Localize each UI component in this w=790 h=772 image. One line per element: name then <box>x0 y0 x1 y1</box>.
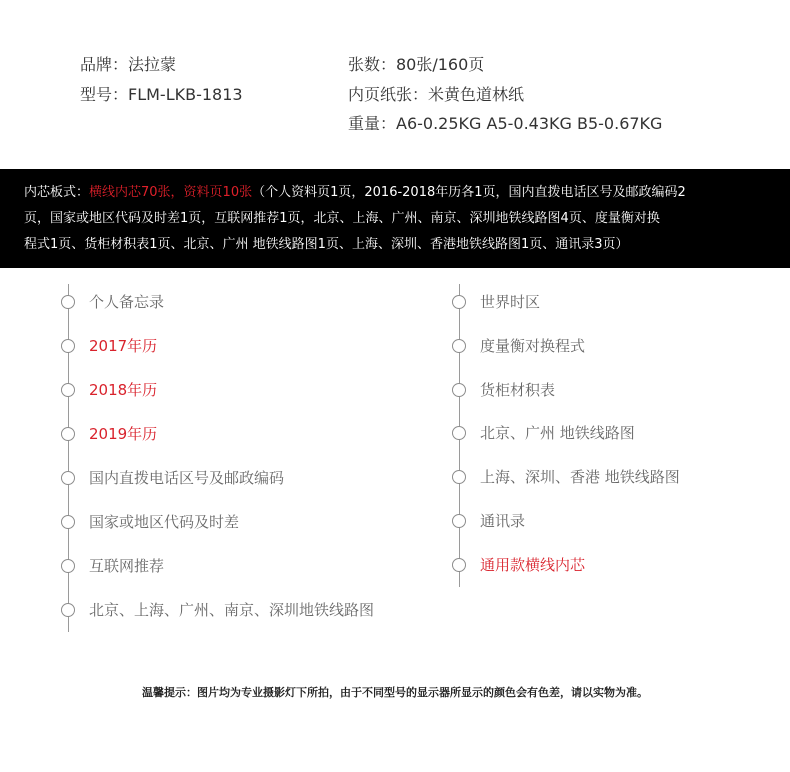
circle-bullet-icon <box>452 339 466 353</box>
spec-count: 张数：80张/160页 <box>348 55 485 74</box>
color-notice: 温馨提示：图片均为专业摄影灯下所拍，由于不同型号的显示器所显示的颜色会有色差，请以实物为准。 <box>142 686 648 699</box>
circle-bullet-icon <box>61 427 75 441</box>
spec-brand: 品牌：法拉蒙 <box>80 55 177 74</box>
spec-weight: 重量：A6-0.25KG A5-0.43KG B5-0.67KG <box>348 114 663 133</box>
list-item-label: 2017年历 <box>89 337 158 355</box>
band-line-3: 程式1页、货柜材积表1页、北京、广州 地铁线路图1页、上海、深圳、香港地铁线路图1页、通讯录3页） <box>24 237 629 252</box>
circle-bullet-icon <box>452 295 466 309</box>
list-item-label: 北京、上海、广州、南京、深圳地铁线路图 <box>89 601 375 619</box>
list-item-label: 通讯录 <box>480 512 526 530</box>
band-line1-rest: （个人资料页1页，2016-2018年历各1页，国内直拨电话区号及邮政编码2 <box>252 185 686 200</box>
band-line-1 <box>24 180 770 206</box>
circle-bullet-icon <box>452 470 466 484</box>
circle-bullet-icon <box>61 383 75 397</box>
band-line-2: 页，国家或地区代码及时差1页，互联网推荐1页，北京、上海、广州、南京、深圳地铁线路图4页、度量衡对换 <box>24 211 660 226</box>
list-item-label: 度量衡对换程式 <box>480 336 586 355</box>
list-item-label: 互联网推荐 <box>89 557 165 575</box>
inner-layout-band <box>0 169 790 268</box>
list-item-label: 个人备忘录 <box>89 293 165 311</box>
list-item-label: 通用款横线内芯 <box>480 555 586 574</box>
spec-model: 型号：FLM-LKB-1813 <box>80 85 243 104</box>
circle-bullet-icon <box>452 514 466 528</box>
spec-paper: 内页纸张：米黄色道林纸 <box>348 85 525 104</box>
left-timeline-line <box>68 284 69 632</box>
list-item-label: 2018年历 <box>89 381 158 399</box>
list-item-label: 货柜材积表 <box>480 380 556 399</box>
circle-bullet-icon <box>61 471 75 485</box>
circle-bullet-icon <box>452 426 466 440</box>
circle-bullet-icon <box>452 558 466 572</box>
list-item-label: 上海、深圳、香港 地铁线路图 <box>480 468 680 487</box>
list-item-label: 北京、广州 地铁线路图 <box>480 424 635 443</box>
circle-bullet-icon <box>61 515 75 529</box>
list-item-label: 世界时区 <box>480 293 541 311</box>
circle-bullet-icon <box>61 339 75 353</box>
circle-bullet-icon <box>452 383 466 397</box>
band-label: 内芯板式： <box>24 185 90 200</box>
list-item-label: 2019年历 <box>89 425 158 443</box>
circle-bullet-icon <box>61 603 75 617</box>
list-item-label: 国家或地区代码及时差 <box>89 513 240 531</box>
circle-bullet-icon <box>61 559 75 573</box>
band-highlight: 横线内芯70张，资料页10张 <box>89 185 253 200</box>
circle-bullet-icon <box>61 295 75 309</box>
list-item-label: 国内直拨电话区号及邮政编码 <box>89 469 285 487</box>
